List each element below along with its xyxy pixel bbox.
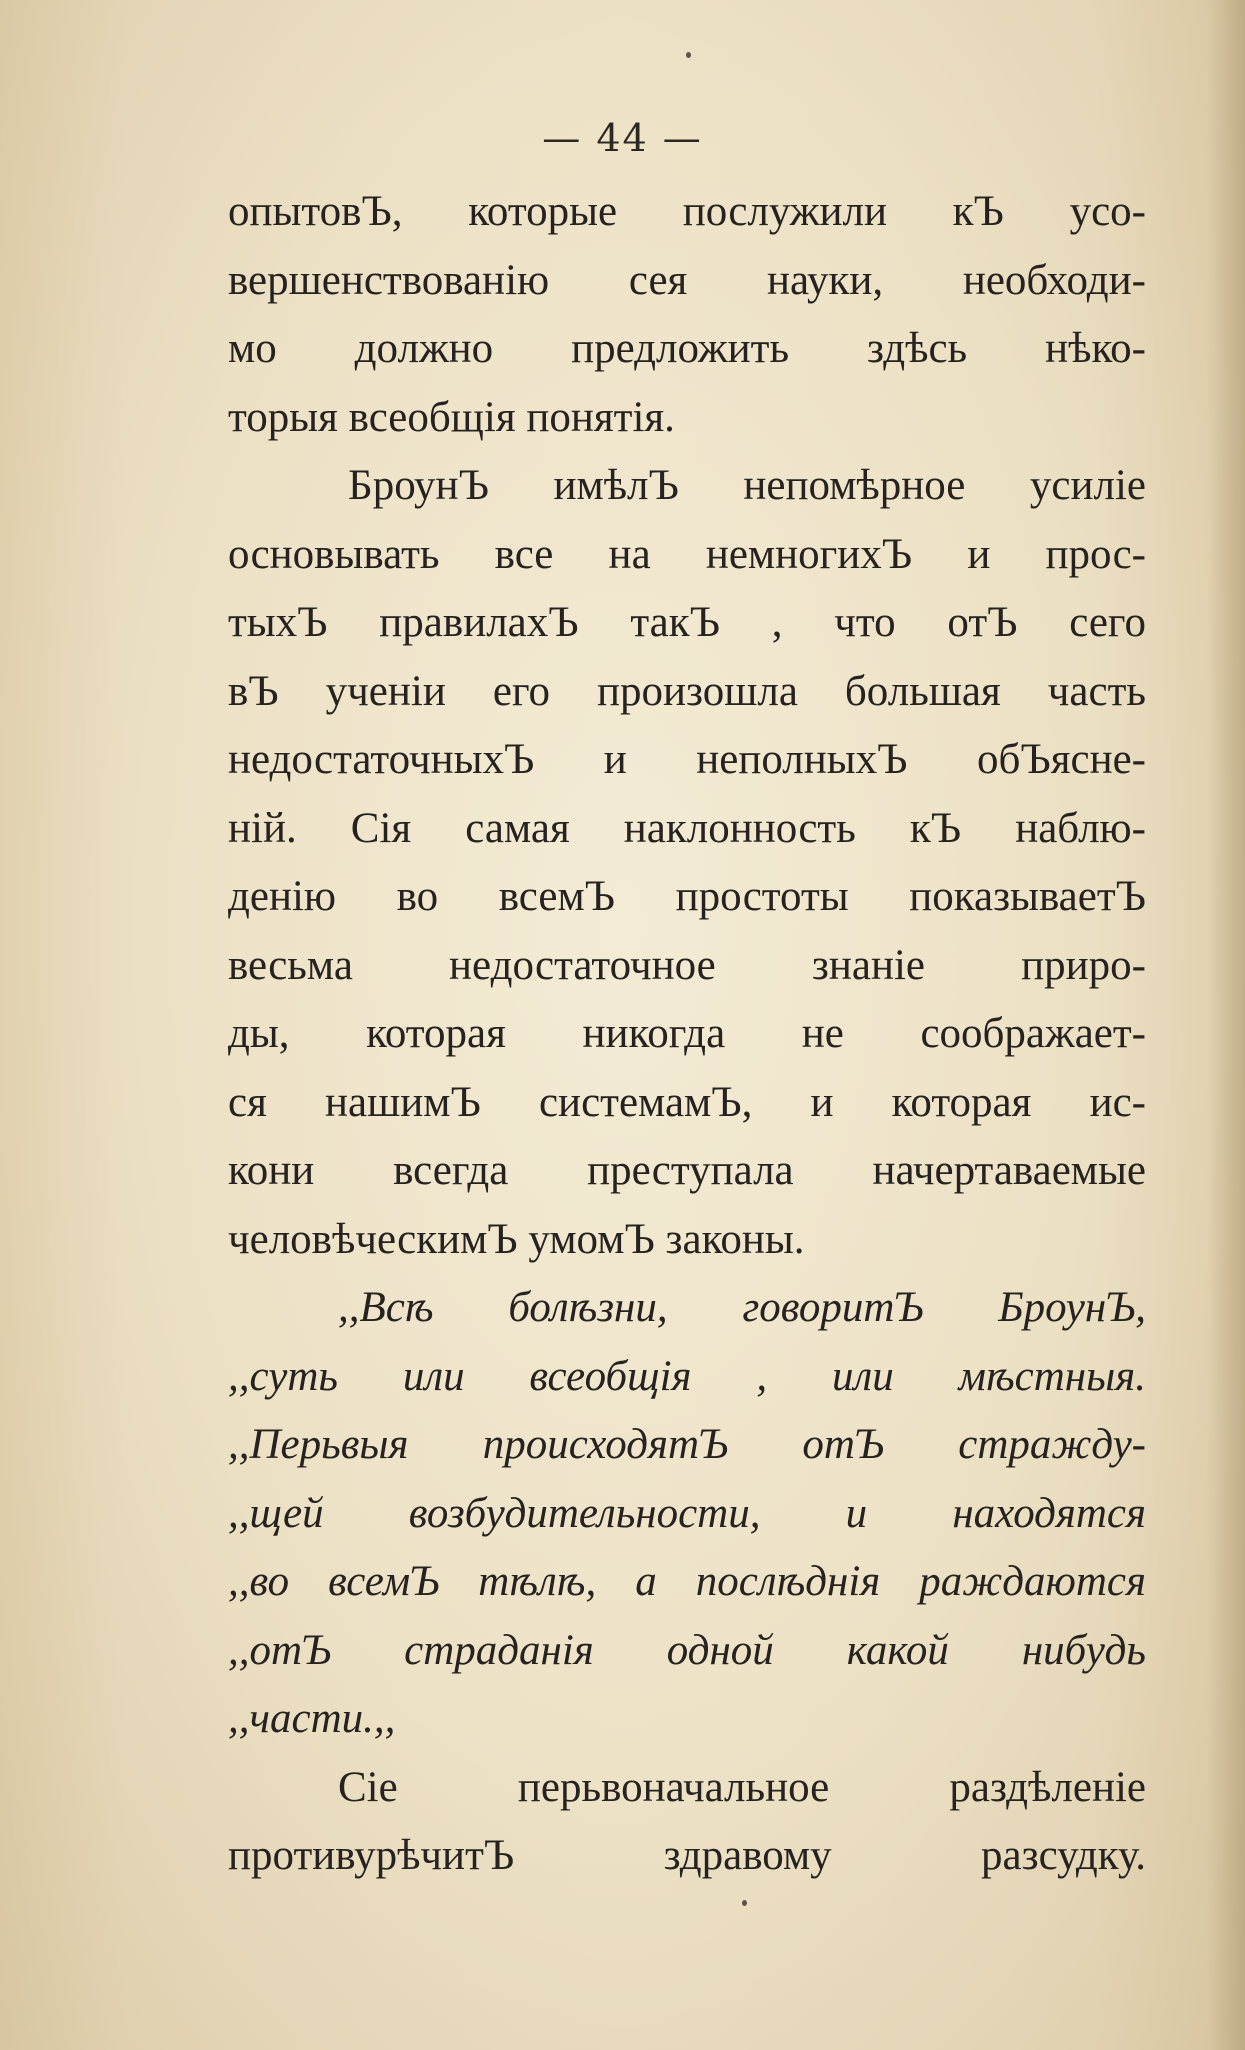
ink-speck [742, 1900, 747, 1906]
text-line: вершенствованію сея науки, необходи- [228, 256, 1146, 304]
ink-speck [686, 52, 691, 58]
quote-line: ,,щей возбудительности, и находятся [228, 1489, 1146, 1537]
page-number: — 44 — [542, 116, 703, 160]
text-line: вЪ ученіи его произошла большая часть [228, 667, 1146, 715]
text-line: ній. Сія самая наклонность кЪ наблю- [228, 804, 1146, 852]
text-line: недостаточныхЪ и неполныхЪ обЪясне- [228, 736, 1146, 783]
quote-line: ,,Перьвыя происходятЪ отЪ стражду- [228, 1421, 1146, 1468]
quote-line: ,,суть или всеобщія , или мѣстныя. [228, 1352, 1146, 1400]
text-line: мо должно предложить здѣсь нѣко- [228, 325, 1146, 372]
quote-line: ,,отЪ страданія одной какой нибудь [228, 1626, 1146, 1674]
text-line: человѣческимЪ умомЪ законы. [228, 1215, 805, 1263]
text-line: кони всегда преступала начертаваемые [228, 1147, 1146, 1194]
text-line: опытовЪ, которые послужили кЪ усо- [228, 188, 1146, 235]
page-edge-shadow [1207, 0, 1245, 2050]
text-line: основывать все на немногихЪ и прос- [228, 530, 1146, 578]
quote-line: ,,Всѣ болѣзни, говоритЪ БроунЪ, [338, 1284, 1146, 1331]
quote-line: ,,части.,, [228, 1695, 396, 1742]
body-text [228, 178, 1146, 1891]
text-line: БроунЪ имѣлЪ непомѣрное усиліе [348, 462, 1146, 509]
text-line: тыхЪ правилахЪ такЪ , что отЪ сего [228, 599, 1146, 646]
text-line: ды, которая никогда не соображает- [228, 1010, 1146, 1057]
text-line: противурѣчитЪ здравому разсудку. [228, 1832, 1146, 1879]
text-line: торыя всеобщія понятія. [228, 393, 675, 441]
text-line: денію во всемЪ простоты показываетЪ [228, 873, 1146, 920]
text-line: Сіе перьвоначальное раздѣленіе [338, 1763, 1146, 1811]
text-line: весьма недостаточное знаніе приро- [228, 941, 1146, 989]
quote-line: ,,во всемЪ тѣлѣ, а послѣднія раждаются [228, 1558, 1146, 1605]
text-line: ся нашимЪ системамЪ, и которая ис- [228, 1078, 1146, 1126]
